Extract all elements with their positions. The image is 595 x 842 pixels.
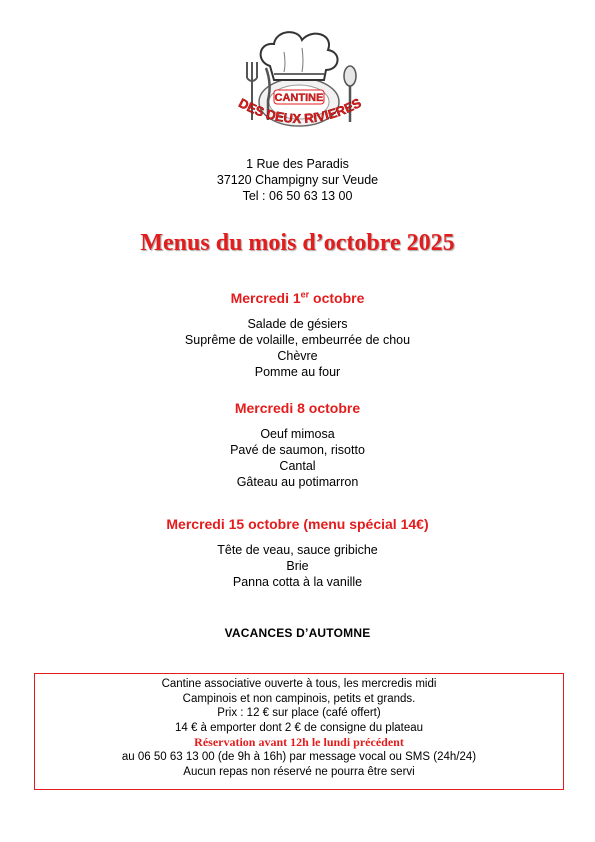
address-street: 1 Rue des Paradis xyxy=(246,157,349,171)
menu-dish: Panna cotta à la vanille xyxy=(232,575,363,589)
menu-day-title: Mercredi 15 octobre (menu spécial 14€) xyxy=(166,516,429,532)
menu-day xyxy=(0,289,595,380)
menu-day-title-rest: octobre xyxy=(309,290,365,306)
holiday-notice: VACANCES D’AUTOMNE xyxy=(224,626,371,640)
reservation-notice: Réservation avant 12h le lundi précédent xyxy=(194,735,404,750)
address-phone: Tel : 06 50 63 13 00 xyxy=(242,189,353,203)
menu-dish: Oeuf mimosa xyxy=(260,427,335,441)
menu-dish: Cantal xyxy=(279,459,316,473)
menu-day-title-main: Mercredi 1 xyxy=(230,290,301,306)
menu-dish: Gâteau au potimarron xyxy=(236,475,359,489)
info-takeaway: 14 € à emporter dont 2 € de consigne du plateau xyxy=(174,721,424,734)
menu-dish: Pomme au four xyxy=(254,365,341,379)
info-line: Cantine associative ouverte à tous, les mercredis midi xyxy=(161,678,437,690)
info-box xyxy=(34,673,564,790)
menu-dish: Brie xyxy=(286,559,309,573)
logo-subtitle: DES DEUX RIVIERES xyxy=(236,95,364,127)
menu-dish: Chèvre xyxy=(277,349,318,363)
info-price: Prix : 12 € sur place (café offert) xyxy=(217,707,381,720)
menu-dish: Pavé de saumon, risotto xyxy=(230,443,365,457)
address-block xyxy=(0,156,595,204)
menu-dish: Salade de gésiers xyxy=(247,317,348,331)
page-title: Menus du mois d’octobre 2025 xyxy=(140,230,455,256)
menu-dish: Suprême de volaille, embeurrée de chou xyxy=(184,333,411,347)
menu-day xyxy=(0,399,595,490)
menu-day xyxy=(0,515,595,590)
reservation-warning: Aucun repas non réservé ne pourra être servi xyxy=(183,765,415,778)
address-city: 37120 Champigny sur Veude xyxy=(216,173,379,187)
menu-day-title: Mercredi 8 octobre xyxy=(234,400,361,416)
menu-day-title xyxy=(0,289,595,307)
info-line: Campinois et non campinois, petits et grands. xyxy=(182,692,416,705)
cantine-logo xyxy=(222,22,376,152)
reservation-contact: au 06 50 63 13 00 (de 9h à 16h) par message vocal ou SMS (24h/24) xyxy=(121,750,477,763)
menu-day-title-sup: er xyxy=(300,289,310,300)
logo-title: CANTINE xyxy=(274,92,324,104)
menu-dish: Tête de veau, sauce gribiche xyxy=(217,543,378,557)
